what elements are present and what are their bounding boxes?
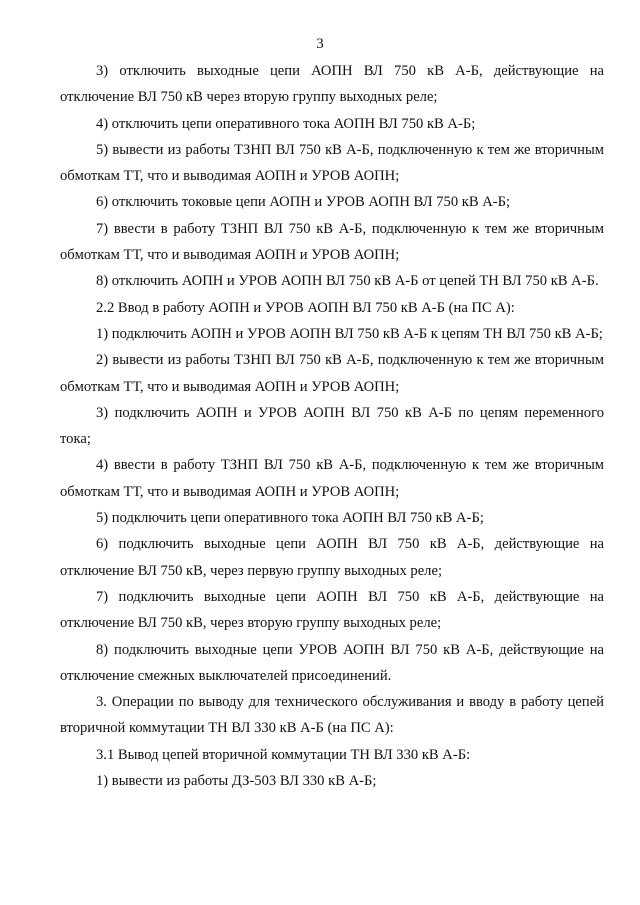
paragraph: 3) подключить АОПН и УРОВ АОПН ВЛ 750 кВ А-Б по цепям переменного тока; bbox=[60, 404, 604, 448]
paragraph: 7) подключить выходные цепи АОПН ВЛ 750 кВ А-Б, действующие на отключение ВЛ 750 кВ, через вторую группу выходных реле; bbox=[60, 588, 604, 632]
paragraph: 4) отключить цепи оперативного тока АОПН ВЛ 750 кВ А-Б; bbox=[96, 115, 476, 132]
document-body bbox=[60, 58, 604, 794]
paragraph: 8) отключить АОПН и УРОВ АОПН ВЛ 750 кВ А-Б от цепей ТН ВЛ 750 кВ А-Б. bbox=[96, 273, 599, 290]
section-heading: 3. Операции по выводу для технического обслуживания и вводу в работу цепей вторичной коммутации ТН ВЛ 330 кВ А-Б (на ПС А): bbox=[60, 694, 604, 737]
paragraph: 1) подключить АОПН и УРОВ АОПН ВЛ 750 кВ А-Б к цепям ТН ВЛ 750 кВ А-Б; bbox=[96, 325, 603, 342]
paragraph: 1) вывести из работы ДЗ-503 ВЛ 330 кВ А-Б; bbox=[96, 773, 377, 790]
paragraph: 6) отключить токовые цепи АОПН и УРОВ АОПН ВЛ 750 кВ А-Б; bbox=[96, 194, 511, 211]
paragraph: 8) подключить выходные цепи УРОВ АОПН ВЛ 750 кВ А-Б, действующие на отключение смежных выключателей присоединений. bbox=[60, 641, 604, 684]
paragraph: 5) подключить цепи оперативного тока АОПН ВЛ 750 кВ А-Б; bbox=[96, 510, 484, 527]
paragraph: 5) вывести из работы ТЗНП ВЛ 750 кВ А-Б, подключенную к тем же вторичным обмоткам ТТ, что и выводимая АОПН и УРОВ АОПН; bbox=[60, 141, 604, 185]
paragraph: 3) отключить выходные цепи АОПН ВЛ 750 кВ А-Б, действующие на отключение ВЛ 750 кВ через вторую группу выходных реле; bbox=[60, 63, 604, 106]
paragraph: 4) ввести в работу ТЗНП ВЛ 750 кВ А-Б, подключенную к тем же вторичным обмоткам ТТ, что и выводимая АОПН и УРОВ АОПН; bbox=[60, 457, 604, 500]
subsection-heading: 3.1 Вывод цепей вторичной коммутации ТН ВЛ 330 кВ А-Б: bbox=[96, 746, 471, 763]
paragraph: 6) подключить выходные цепи АОПН ВЛ 750 кВ А-Б, действующие на отключение ВЛ 750 кВ, через первую группу выходных реле; bbox=[60, 536, 604, 579]
page-number: 3 bbox=[316, 36, 324, 52]
section-heading: 2.2 Ввод в работу АОПН и УРОВ АОПН ВЛ 750 кВ А-Б (на ПС А): bbox=[96, 299, 515, 316]
paragraph: 7) ввести в работу ТЗНП ВЛ 750 кВ А-Б, подключенную к тем же вторичным обмоткам ТТ, что и выводимая АОПН и УРОВ АОПН; bbox=[60, 220, 604, 264]
paragraph: 2) вывести из работы ТЗНП ВЛ 750 кВ А-Б, подключенную к тем же вторичным обмоткам ТТ, что и выводимая АОПН и УРОВ АОПН; bbox=[60, 352, 604, 395]
